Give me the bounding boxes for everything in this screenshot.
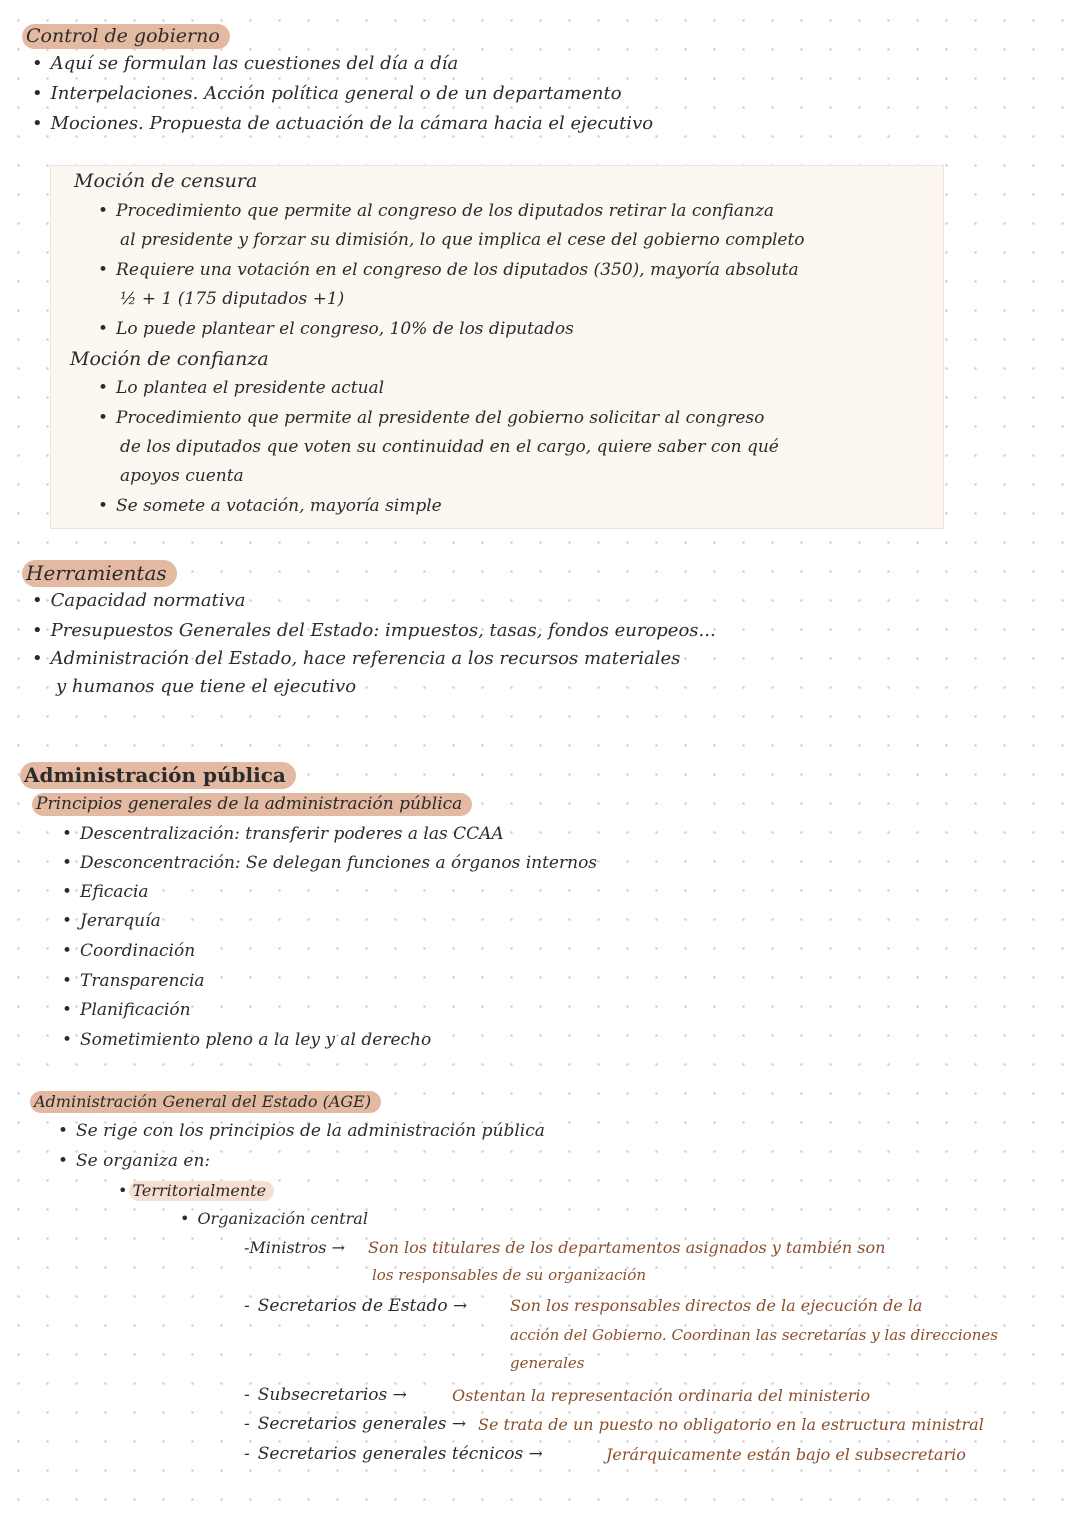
mocion-censura-heading: Moción de censura xyxy=(74,170,258,192)
arrow-icon: → xyxy=(331,1238,345,1257)
age-heading: Administración General del Estado (AGE) xyxy=(30,1091,381,1113)
list-item: • Procedimiento que permite al presidente del gobierno solicitar al congreso xyxy=(98,408,765,428)
list-item: • Administración del Estado, hace referencia a los recursos materiales xyxy=(32,648,681,669)
list-item: • Procedimiento que permite al congreso de los diputados retirar la confianza xyxy=(98,201,775,221)
arrow-icon: → xyxy=(451,1414,467,1434)
role-description: Son los responsables directos de la ejecución de la xyxy=(510,1296,923,1315)
list-item: • Lo plantea el presidente actual xyxy=(98,378,385,398)
role-description: Se trata de un puesto no obligatorio en la estructura ministral xyxy=(478,1415,984,1434)
list-item: • Mociones. Propuesta de actuación de la cámara hacia el ejecutivo xyxy=(32,113,654,134)
role-description-continuation: acción del Gobierno. Coordinan las secretarías y las direcciones xyxy=(510,1326,998,1344)
role-subsecretarios: - Subsecretarios → xyxy=(244,1385,407,1405)
list-item: • Lo puede plantear el congreso, 10% de los diputados xyxy=(98,319,574,339)
list-item-continuation: de los diputados que voten su continuidad en el cargo, quiere saber con qué xyxy=(120,437,779,457)
list-item-continuation: al presidente y forzar su dimisión, lo que implica el cese del gobierno completo xyxy=(120,230,805,250)
list-item: • Desconcentración: Se delegan funciones a órganos internos xyxy=(62,853,598,873)
list-item: • Planificación xyxy=(62,1000,191,1020)
list-item: • Descentralización: transferir poderes a las CCAA xyxy=(62,824,504,844)
list-item: • Jerarquía xyxy=(62,911,161,931)
control-heading: Control de gobierno xyxy=(22,24,230,49)
list-item: • Organización central xyxy=(180,1209,368,1228)
list-item: • Se rige con los principios de la administración pública xyxy=(58,1121,545,1141)
arrow-icon: → xyxy=(453,1296,468,1316)
role-description-continuation: los responsables de su organización xyxy=(372,1266,647,1284)
arrow-icon: → xyxy=(392,1385,407,1405)
list-item: • Se organiza en: xyxy=(58,1151,211,1171)
list-item: • Eficacia xyxy=(62,882,149,902)
list-item: • Sometimiento pleno a la ley y al derecho xyxy=(62,1030,432,1050)
list-item: • Interpelaciones. Acción política general o de un departamento xyxy=(32,83,622,104)
principios-heading: Principios generales de la administración pública xyxy=(32,793,472,816)
territorial-label: Territorialmente xyxy=(129,1181,274,1201)
role-description: Ostentan la representación ordinaria del ministerio xyxy=(452,1386,871,1405)
list-item: • Se somete a votación, mayoría simple xyxy=(98,496,442,516)
list-item-continuation: ½ + 1 (175 diputados +1) xyxy=(120,289,345,309)
herramientas-heading: Herramientas xyxy=(22,560,177,587)
role-description-continuation: generales xyxy=(510,1354,585,1372)
role-secretarios-generales: - Secretarios generales → xyxy=(244,1414,467,1434)
administracion-heading: Administración pública xyxy=(20,762,296,789)
role-description: Jerárquicamente están bajo el subsecretario xyxy=(606,1445,966,1464)
list-item-continuation: apoyos cuenta xyxy=(120,466,244,486)
role-ministros: -Ministros → xyxy=(244,1238,345,1257)
list-item: • Presupuestos Generales del Estado: impuestos, tasas, fondos europeos... xyxy=(32,620,716,641)
list-item: • Requiere una votación en el congreso de los diputados (350), mayoría absoluta xyxy=(98,260,799,280)
list-item: • Aquí se formulan las cuestiones del día a día xyxy=(32,53,459,74)
list-item-continuation: y humanos que tiene el ejecutivo xyxy=(56,676,357,697)
list-item: • Territorialmente xyxy=(118,1181,274,1200)
arrow-icon: → xyxy=(528,1444,543,1464)
list-item: • Coordinación xyxy=(62,941,196,961)
list-item: • Transparencia xyxy=(62,971,205,991)
list-item: • Capacidad normativa xyxy=(32,590,246,611)
role-description: Son los titulares de los departamentos asignados y también son xyxy=(368,1238,886,1257)
role-secretarios-estado: - Secretarios de Estado → xyxy=(244,1296,468,1316)
role-secretarios-generales-tecnicos: - Secretarios generales técnicos → xyxy=(244,1444,543,1464)
mocion-confianza-heading: Moción de confianza xyxy=(70,348,269,370)
